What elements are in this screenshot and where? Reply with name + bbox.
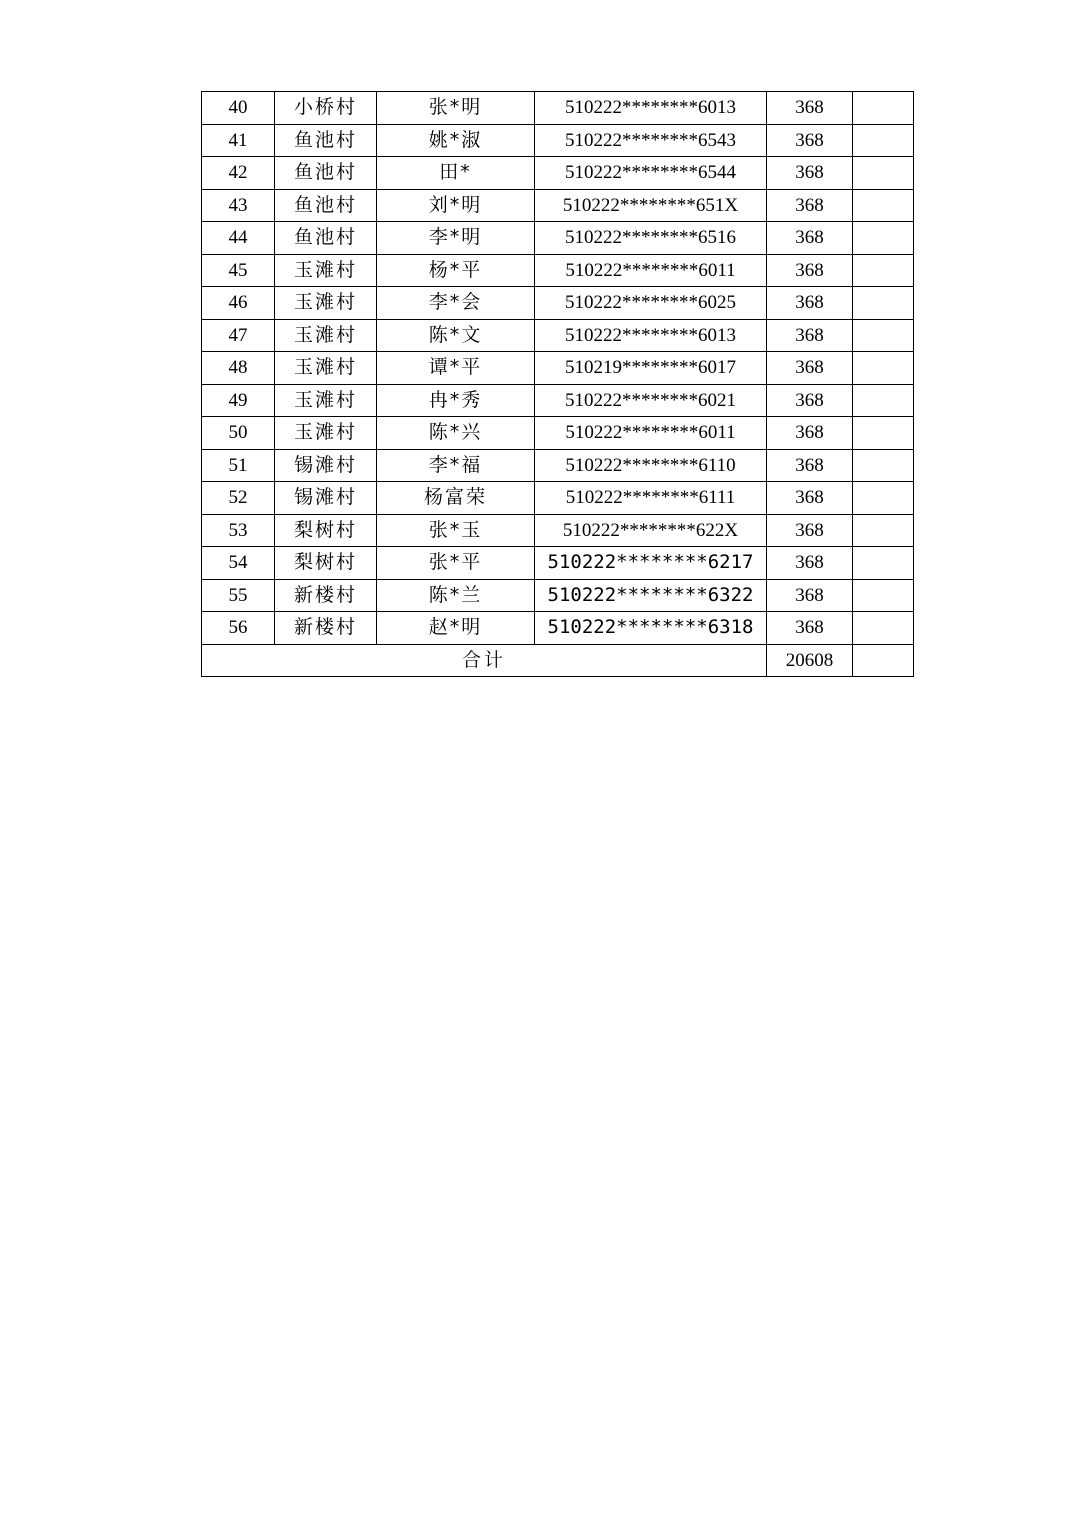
id-number-cell: 510222********6013 bbox=[535, 92, 767, 125]
table-row bbox=[202, 547, 914, 580]
row-number-cell: 40 bbox=[202, 92, 275, 125]
id-number-cell: 510222********6217 bbox=[535, 547, 767, 580]
village-cell: 新楼村 bbox=[275, 612, 377, 645]
amount-cell: 368 bbox=[767, 189, 853, 222]
row-number-cell: 43 bbox=[202, 189, 275, 222]
amount-cell: 368 bbox=[767, 384, 853, 417]
person-name-cell: 李*明 bbox=[377, 222, 535, 255]
total-note-cell bbox=[853, 644, 914, 677]
village-cell: 梨树村 bbox=[275, 514, 377, 547]
note-cell bbox=[853, 612, 914, 645]
table-row bbox=[202, 222, 914, 255]
subsidy-table bbox=[201, 91, 914, 677]
village-cell: 玉滩村 bbox=[275, 384, 377, 417]
village-cell: 鱼池村 bbox=[275, 124, 377, 157]
person-name-cell: 杨*平 bbox=[377, 254, 535, 287]
amount-cell: 368 bbox=[767, 612, 853, 645]
table-row bbox=[202, 287, 914, 320]
village-cell: 玉滩村 bbox=[275, 254, 377, 287]
person-name-cell: 李*会 bbox=[377, 287, 535, 320]
person-name-cell: 杨富荣 bbox=[377, 482, 535, 515]
row-number-cell: 52 bbox=[202, 482, 275, 515]
table-body bbox=[202, 92, 914, 677]
village-cell: 玉滩村 bbox=[275, 417, 377, 450]
village-cell: 鱼池村 bbox=[275, 157, 377, 190]
id-number-cell: 510222********6011 bbox=[535, 417, 767, 450]
total-label-cell: 合计 bbox=[202, 644, 767, 677]
person-name-cell: 赵*明 bbox=[377, 612, 535, 645]
id-number-cell: 510222********651X bbox=[535, 189, 767, 222]
id-number-cell: 510222********6011 bbox=[535, 254, 767, 287]
row-number-cell: 46 bbox=[202, 287, 275, 320]
amount-cell: 368 bbox=[767, 287, 853, 320]
village-cell: 鱼池村 bbox=[275, 222, 377, 255]
village-cell: 新楼村 bbox=[275, 579, 377, 612]
table-row bbox=[202, 124, 914, 157]
person-name-cell: 谭*平 bbox=[377, 352, 535, 385]
amount-cell: 368 bbox=[767, 579, 853, 612]
amount-cell: 368 bbox=[767, 547, 853, 580]
table-row bbox=[202, 482, 914, 515]
person-name-cell: 陈*兴 bbox=[377, 417, 535, 450]
id-number-cell: 510219********6017 bbox=[535, 352, 767, 385]
amount-cell: 368 bbox=[767, 254, 853, 287]
row-number-cell: 42 bbox=[202, 157, 275, 190]
amount-cell: 368 bbox=[767, 157, 853, 190]
person-name-cell: 刘*明 bbox=[377, 189, 535, 222]
amount-cell: 368 bbox=[767, 319, 853, 352]
row-number-cell: 44 bbox=[202, 222, 275, 255]
village-cell: 玉滩村 bbox=[275, 352, 377, 385]
row-number-cell: 41 bbox=[202, 124, 275, 157]
note-cell bbox=[853, 92, 914, 125]
total-amount-cell: 20608 bbox=[767, 644, 853, 677]
note-cell bbox=[853, 449, 914, 482]
id-number-cell: 510222********6110 bbox=[535, 449, 767, 482]
table-row bbox=[202, 384, 914, 417]
table-row bbox=[202, 92, 914, 125]
person-name-cell: 田* bbox=[377, 157, 535, 190]
note-cell bbox=[853, 254, 914, 287]
note-cell bbox=[853, 579, 914, 612]
total-row bbox=[202, 644, 914, 677]
note-cell bbox=[853, 157, 914, 190]
table-row bbox=[202, 579, 914, 612]
person-name-cell: 陈*兰 bbox=[377, 579, 535, 612]
person-name-cell: 张*平 bbox=[377, 547, 535, 580]
person-name-cell: 张*明 bbox=[377, 92, 535, 125]
amount-cell: 368 bbox=[767, 514, 853, 547]
note-cell bbox=[853, 417, 914, 450]
row-number-cell: 49 bbox=[202, 384, 275, 417]
table-row bbox=[202, 612, 914, 645]
village-cell: 梨树村 bbox=[275, 547, 377, 580]
amount-cell: 368 bbox=[767, 124, 853, 157]
id-number-cell: 510222********6013 bbox=[535, 319, 767, 352]
note-cell bbox=[853, 482, 914, 515]
table-row bbox=[202, 319, 914, 352]
amount-cell: 368 bbox=[767, 482, 853, 515]
village-cell: 小桥村 bbox=[275, 92, 377, 125]
id-number-cell: 510222********6543 bbox=[535, 124, 767, 157]
row-number-cell: 50 bbox=[202, 417, 275, 450]
row-number-cell: 45 bbox=[202, 254, 275, 287]
row-number-cell: 54 bbox=[202, 547, 275, 580]
person-name-cell: 张*玉 bbox=[377, 514, 535, 547]
village-cell: 锡滩村 bbox=[275, 449, 377, 482]
amount-cell: 368 bbox=[767, 222, 853, 255]
amount-cell: 368 bbox=[767, 352, 853, 385]
row-number-cell: 53 bbox=[202, 514, 275, 547]
row-number-cell: 47 bbox=[202, 319, 275, 352]
id-number-cell: 510222********622X bbox=[535, 514, 767, 547]
table-row bbox=[202, 189, 914, 222]
note-cell bbox=[853, 222, 914, 255]
id-number-cell: 510222********6516 bbox=[535, 222, 767, 255]
amount-cell: 368 bbox=[767, 417, 853, 450]
id-number-cell: 510222********6322 bbox=[535, 579, 767, 612]
note-cell bbox=[853, 124, 914, 157]
row-number-cell: 51 bbox=[202, 449, 275, 482]
row-number-cell: 55 bbox=[202, 579, 275, 612]
person-name-cell: 姚*淑 bbox=[377, 124, 535, 157]
id-number-cell: 510222********6021 bbox=[535, 384, 767, 417]
amount-cell: 368 bbox=[767, 449, 853, 482]
table-row bbox=[202, 514, 914, 547]
person-name-cell: 冉*秀 bbox=[377, 384, 535, 417]
id-number-cell: 510222********6318 bbox=[535, 612, 767, 645]
table-row bbox=[202, 254, 914, 287]
note-cell bbox=[853, 287, 914, 320]
table-row bbox=[202, 417, 914, 450]
id-number-cell: 510222********6111 bbox=[535, 482, 767, 515]
note-cell bbox=[853, 384, 914, 417]
note-cell bbox=[853, 514, 914, 547]
note-cell bbox=[853, 547, 914, 580]
row-number-cell: 56 bbox=[202, 612, 275, 645]
person-name-cell: 陈*文 bbox=[377, 319, 535, 352]
note-cell bbox=[853, 189, 914, 222]
note-cell bbox=[853, 319, 914, 352]
row-number-cell: 48 bbox=[202, 352, 275, 385]
table-row bbox=[202, 352, 914, 385]
id-number-cell: 510222********6544 bbox=[535, 157, 767, 190]
village-cell: 玉滩村 bbox=[275, 287, 377, 320]
note-cell bbox=[853, 352, 914, 385]
person-name-cell: 李*福 bbox=[377, 449, 535, 482]
table-row bbox=[202, 157, 914, 190]
village-cell: 玉滩村 bbox=[275, 319, 377, 352]
village-cell: 锡滩村 bbox=[275, 482, 377, 515]
id-number-cell: 510222********6025 bbox=[535, 287, 767, 320]
village-cell: 鱼池村 bbox=[275, 189, 377, 222]
amount-cell: 368 bbox=[767, 92, 853, 125]
table-row bbox=[202, 449, 914, 482]
